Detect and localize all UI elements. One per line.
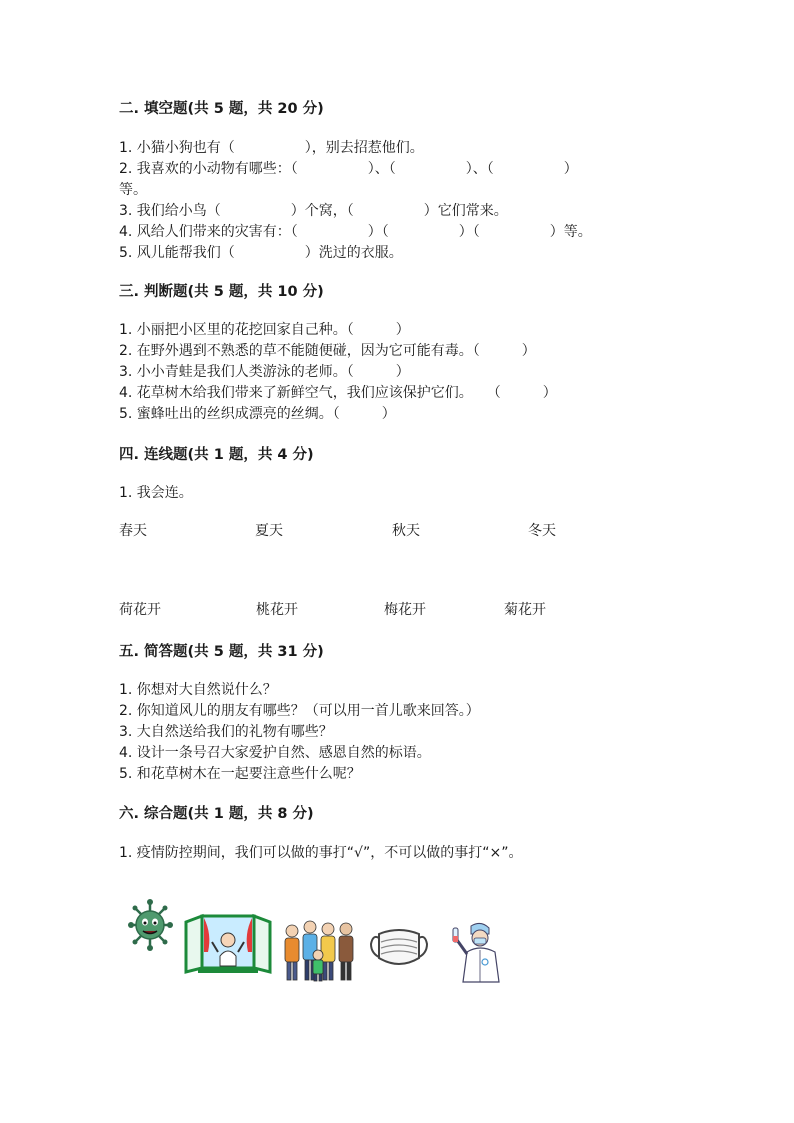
judge-question-4: 4. 花草树木给我们带来了新鲜空气，我们应该保护它们。 （ ） bbox=[119, 385, 557, 401]
short-question-1: 1. 你想对大自然说什么？ bbox=[119, 682, 277, 698]
fill-question-3: 3. 我们给小鸟（ ）个窝，（ ）它们常来。 bbox=[119, 203, 508, 219]
flower-lotus: 荷花开 bbox=[119, 602, 161, 618]
short-question-4: 4. 设计一条号召大家爱护自然、感恩自然的标语。 bbox=[119, 745, 431, 761]
section-4-heading: 四. 连线题(共 1 题，共 4 分) bbox=[119, 447, 314, 463]
open-window-icon bbox=[184, 912, 272, 977]
fill-question-2-cont: 等。 bbox=[119, 182, 147, 198]
judge-question-3: 3. 小小青蛙是我们人类游泳的老师。（ ） bbox=[119, 364, 410, 380]
section-3-heading: 三. 判断题(共 5 题，共 10 分) bbox=[119, 284, 324, 300]
fill-question-1: 1. 小猫小狗也有（ ），别去招惹他们。 bbox=[119, 140, 424, 156]
fill-question-5: 5. 风儿能帮我们（ ）洗过的衣服。 bbox=[119, 245, 403, 261]
section-2-heading: 二. 填空题(共 5 题，共 20 分) bbox=[119, 101, 324, 117]
flower-peach: 桃花开 bbox=[256, 602, 298, 618]
season-spring: 春天 bbox=[119, 523, 147, 539]
flower-chrysanthemum: 菊花开 bbox=[504, 602, 546, 618]
judge-question-5: 5. 蜜蜂吐出的丝织成漂亮的丝绸。（ ） bbox=[119, 406, 396, 422]
judge-question-1: 1. 小丽把小区里的花挖回家自己种。（ ） bbox=[119, 322, 410, 338]
virus-icon bbox=[126, 897, 174, 953]
short-question-3: 3. 大自然送给我们的礼物有哪些？ bbox=[119, 724, 333, 740]
comprehensive-question-1: 1. 疫情防控期间，我们可以做的事打“√”，不可以做的事打“×”。 bbox=[119, 845, 523, 861]
flower-plum: 梅花开 bbox=[384, 602, 426, 618]
short-question-5: 5. 和花草树木在一起要注意些什么呢？ bbox=[119, 766, 361, 782]
section-5-heading: 五. 简答题(共 5 题，共 31 分) bbox=[119, 644, 324, 660]
season-autumn: 秋天 bbox=[392, 523, 420, 539]
family-gathering-icon bbox=[280, 917, 358, 983]
section-6-heading: 六. 综合题(共 1 题，共 8 分) bbox=[119, 806, 314, 822]
doctor-icon bbox=[445, 918, 507, 984]
season-winter: 冬天 bbox=[528, 523, 556, 539]
judge-question-2: 2. 在野外遇到不熟悉的草不能随便碰，因为它可能有毒。（ ） bbox=[119, 343, 536, 359]
short-question-2: 2. 你知道风儿的朋友有哪些？（可以用一首儿歌来回答。） bbox=[119, 703, 480, 719]
fill-question-4: 4. 风给人们带来的灾害有：（ ）（ ）（ ）等。 bbox=[119, 224, 592, 240]
fill-question-2: 2. 我喜欢的小动物有哪些：（ ）、（ ）、（ ） bbox=[119, 161, 578, 177]
match-question-1: 1. 我会连。 bbox=[119, 485, 193, 501]
season-summer: 夏天 bbox=[255, 523, 283, 539]
face-mask-icon bbox=[369, 924, 429, 972]
